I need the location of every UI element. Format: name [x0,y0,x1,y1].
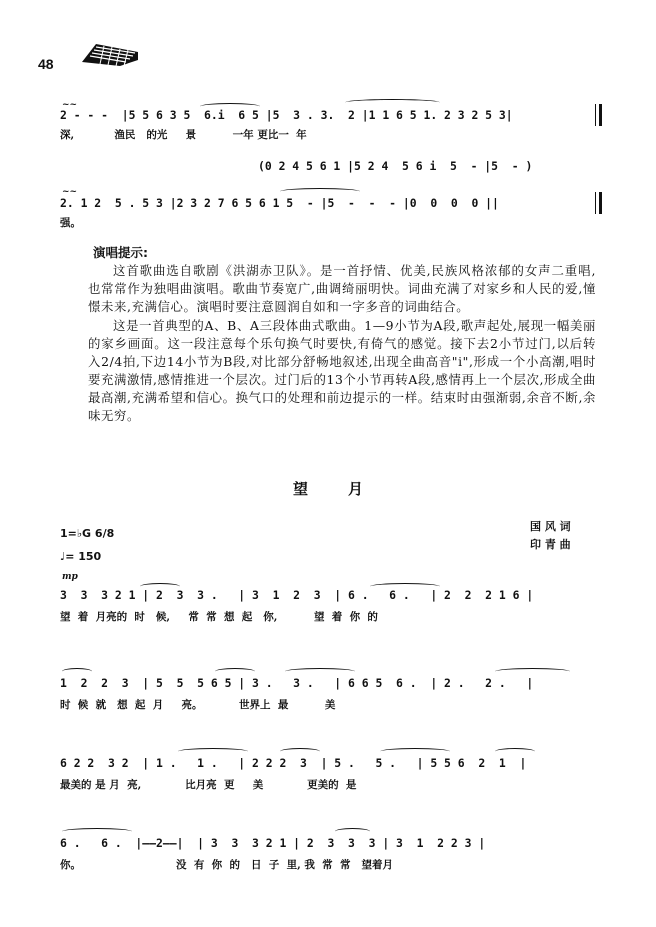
song2-system-4-lyrics: 你。 没 有 你 的 日 子 里, 我 常 常 望着月 [60,859,393,871]
song2-system-3-notes: 6 2 2 3 2 | 1 . 1 . | 2 2 2 3 | 5 . 5 . | 5 5 6 2 1 | [60,756,527,770]
score-system-1-lyrics: 深, 渔民 的光 景 一年 更比一 年 [60,129,307,141]
score-system-2-notes: 2. 1 2 5 . 5 3 |2 3 2 7 6 5 6 1 5 - |5 - - - |0 0 0 0 || [60,196,499,210]
double-barline [595,104,602,126]
tie [380,748,450,755]
slur [345,99,440,106]
tips-paragraph-1: 这首歌曲选自歌剧《洪湖赤卫队》。是一首抒情、优美,民族风格浓郁的女声二重唱,也常常作为独唱曲演唱。歌曲节奏宽广,曲调绮丽明快。词曲充满了对家乡和人民的爱,憧憬未来,充满信心。演唱时要注意圆润自如和一字多音的词曲结合。 [88,263,596,314]
song2-system-3-lyrics: 最美的 是 月 亮, 比月亮 更 美 更美的 是 [60,779,357,791]
page-number: 48 [38,56,54,72]
song-title: 望月 [292,480,403,498]
song2-system-4-notes: 6 . 6 . |——2——| | 3 3 3 2 1 | 2 3 3 3 | 3 1 2 2 3 | [60,836,486,850]
slur [62,668,92,675]
breath-mark: ~~ [62,100,78,110]
breath-mark: ~~ [62,187,78,197]
piano-keys-logo [80,38,142,68]
tempo-marking: ♩= 150 [60,550,102,563]
key-signature: 1=♭G 6/8 [60,527,115,540]
slur [335,828,370,835]
tie [62,828,132,835]
slur [140,583,180,590]
slur [280,748,320,755]
tips-paragraph-2: 这是一首典型的A、B、A三段体曲式歌曲。1—9小节为A段,歌声起处,展现一幅美丽的家乡画面。这一段注意每个乐句换气时要快,有倚气的感觉。接下去2小节过门,以后转入2/4拍,下边14小节为B段,对比部分舒畅地叙述,出现全曲高音"i",形成一个小高潮,唱时要充满激情,感情推进一个层次。过门后的13个小节再转A段,感情再上一个层次,形成全曲最高潮,充满希望和信心。换气口的处理和前边提示的一样。结束时由强渐弱,余音不断,余味无穷。 [88,318,596,423]
slur [495,748,535,755]
tie [178,748,248,755]
song2-system-1-notes: 3 3 3 2 1 | 2 3 3 . | 3 1 2 3 | 6 . 6 . | 2 2 2 1 6 | [60,588,534,602]
tie [495,668,570,675]
slur [200,103,260,110]
score-system-1-notes: 2 - - - |5 5 6 3 5 6.i 6 5 |5 3 . 3. 2 |1 1 6 5 1. 2 3 2 5 3| [60,108,513,122]
interlude-notes: (0 2 4 5 6 1 |5 2 4 5 6 i 5 - |5 - ) [258,159,533,173]
tie [370,583,440,590]
composer-credit: 印 青 曲 [530,538,571,551]
score-system-2-lyrics: 强。 [60,217,81,229]
song2-system-2-lyrics: 时 候 就 想 起 月 亮。 世界上 最 美 [60,699,336,711]
tips-heading: 演唱提示: [93,245,148,260]
tie [285,668,355,675]
final-barline [595,192,602,214]
lyricist-credit: 国 风 词 [530,520,571,533]
song2-system-2-notes: 1 2 2 3 | 5 5 5 6 5 | 3 . 3 . | 6 6 5 6 . | 2 . 2 . | [60,676,534,690]
slur [280,188,360,195]
dynamic-marking: mp [62,572,78,582]
song2-system-1-lyrics: 望 着 月亮的 时 候, 常 常 想 起 你, 望 着 你 的 [60,611,378,623]
slur [215,668,255,675]
